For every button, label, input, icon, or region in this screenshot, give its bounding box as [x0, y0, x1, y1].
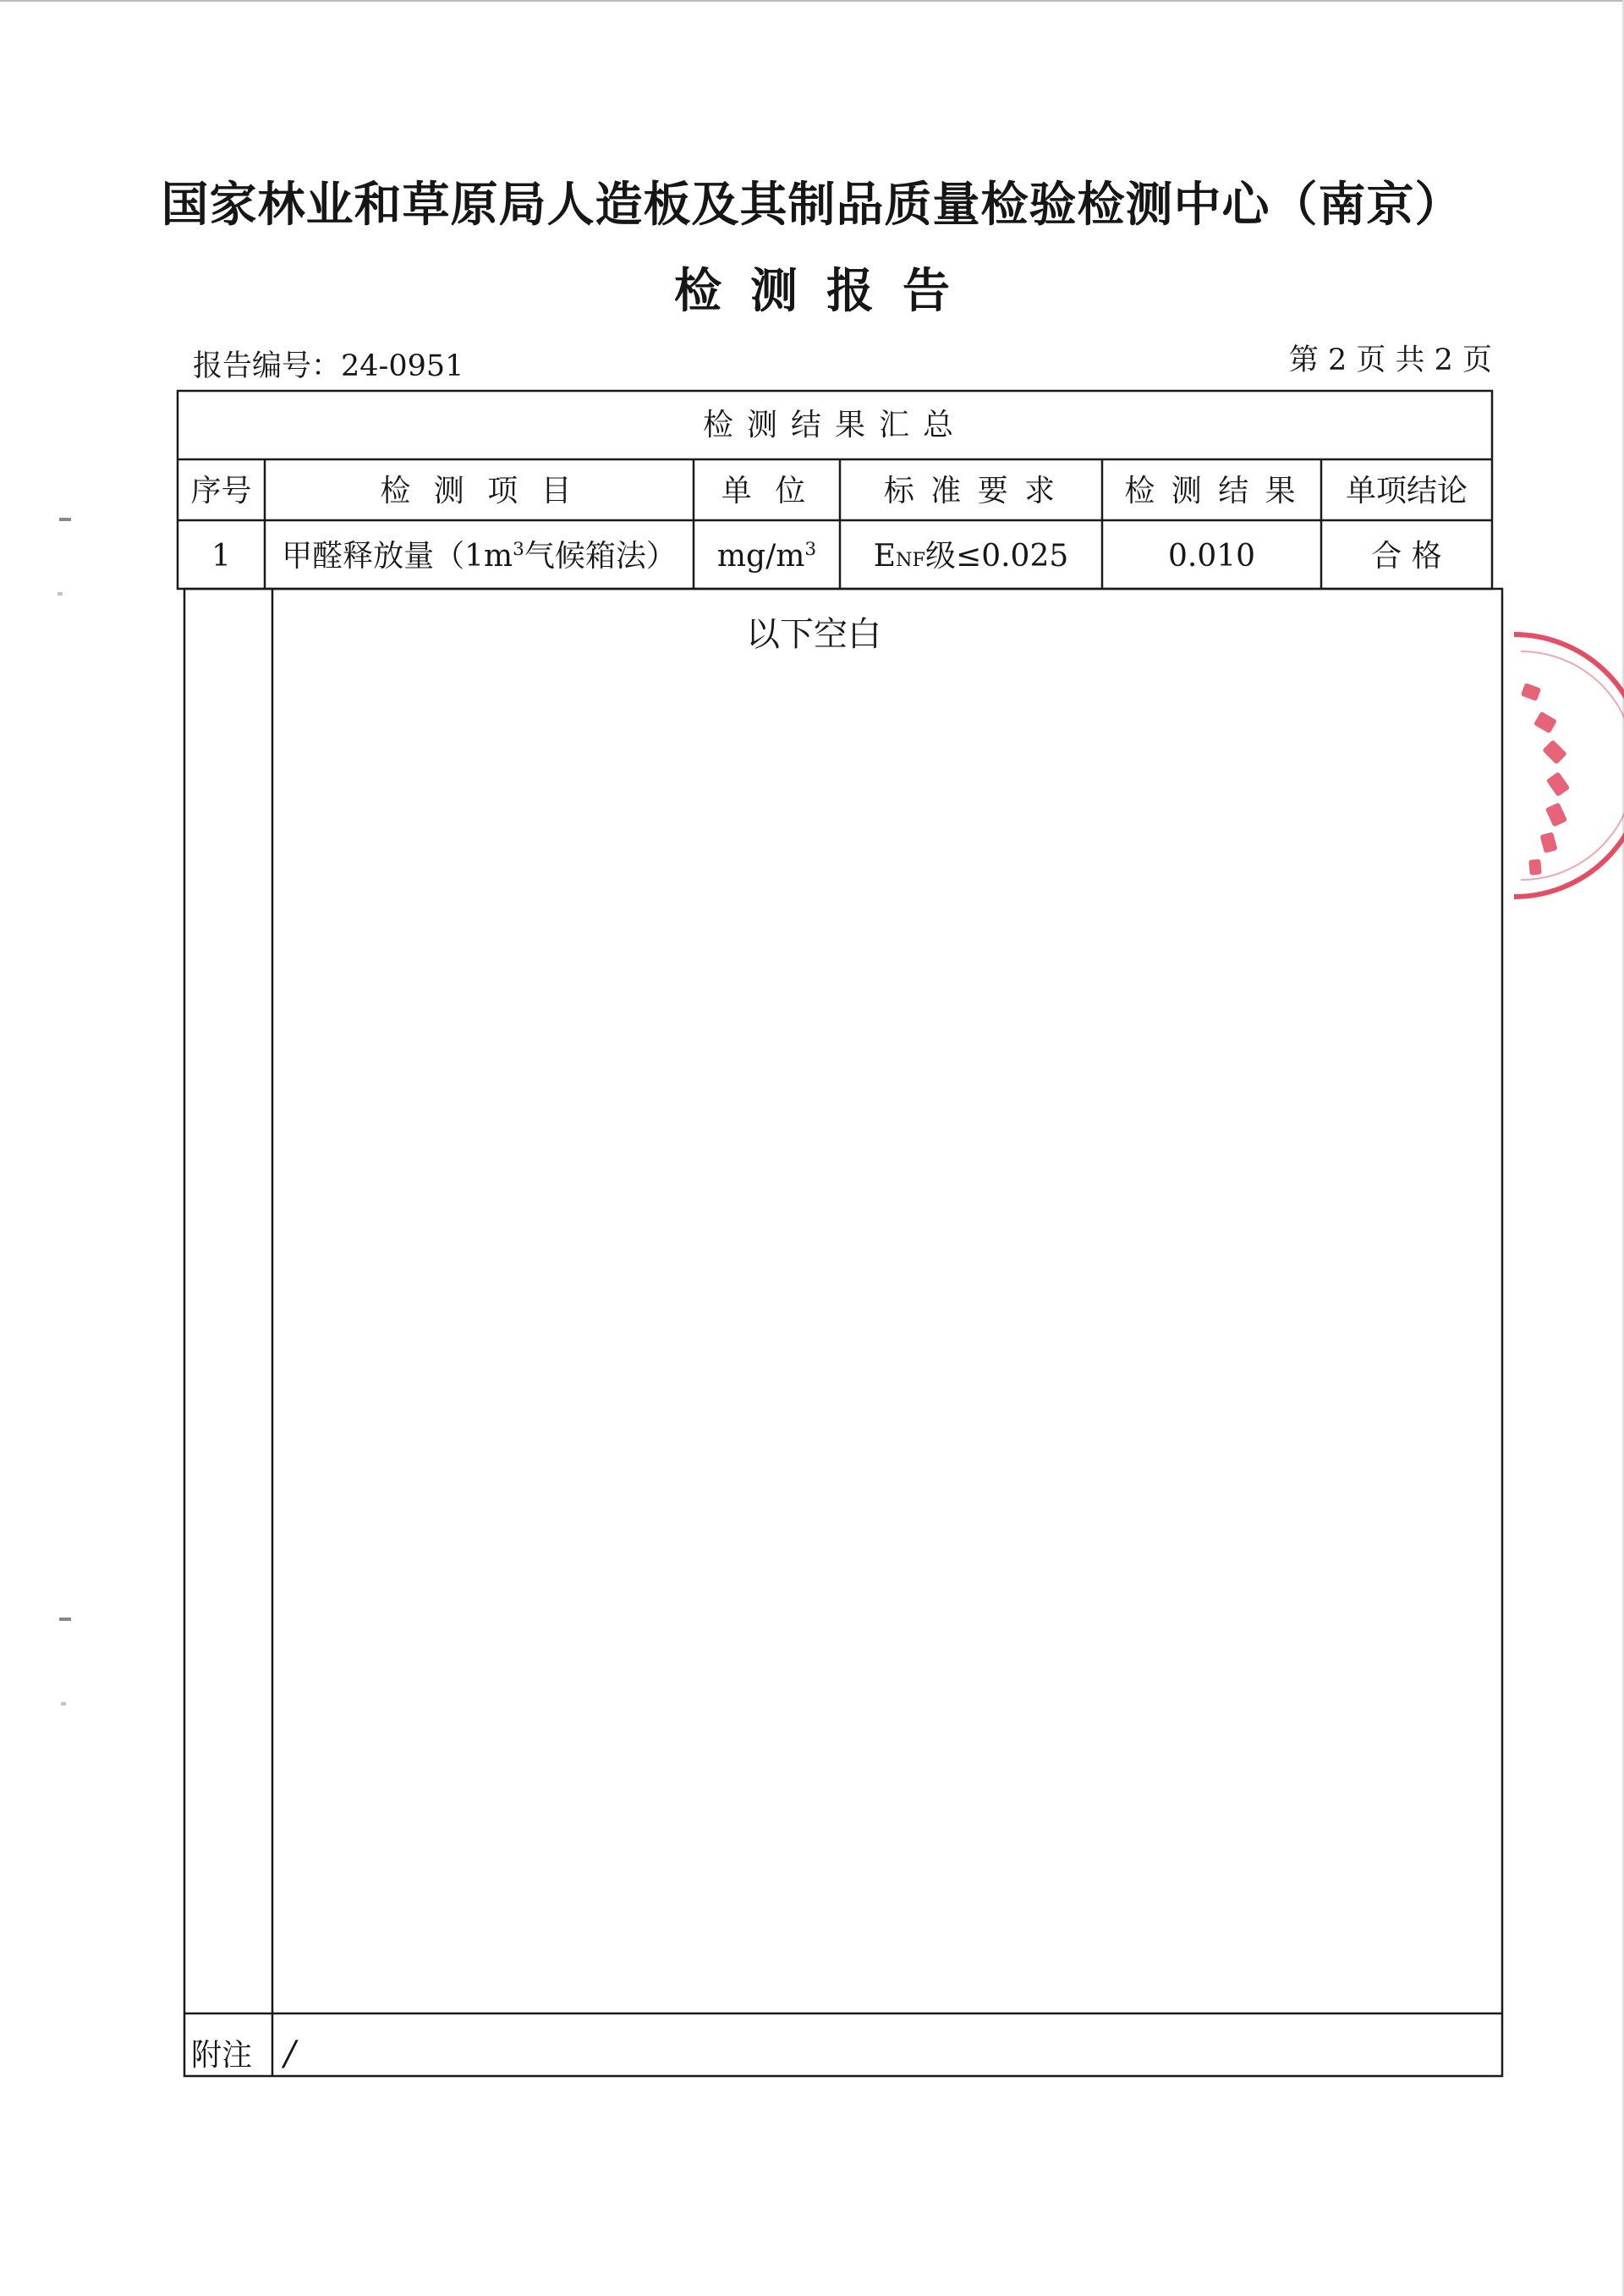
- scan-speck: [58, 592, 63, 596]
- row-item-sup: 3: [513, 539, 524, 560]
- row-index: 1: [211, 539, 231, 574]
- scan-speck: [59, 518, 71, 521]
- col-header-conclusion: 单项结论: [1345, 474, 1468, 508]
- org-title: 国家林业和草原局人造板及其制品质量检验检测中心（南京）: [161, 178, 1463, 233]
- row-conclusion: 合 格: [1371, 539, 1442, 574]
- inspection-seal-icon: [1489, 626, 1624, 914]
- row-standard-sub: NF: [896, 549, 926, 571]
- row-item-prefix: 甲醛释放量（1m: [282, 539, 513, 574]
- col-header-standard: 标 准 要 求: [883, 474, 1059, 508]
- summary-title: 检测结果汇总: [702, 408, 967, 442]
- row-unit-prefix: mg/m: [716, 539, 805, 574]
- col-header-result: 检 测 结 果: [1124, 474, 1299, 508]
- row-standard: [840, 541, 1102, 572]
- scan-speck: [59, 1618, 71, 1621]
- row-unit: [694, 541, 840, 572]
- row-unit-sup: 3: [804, 539, 817, 560]
- row-item: [265, 541, 694, 572]
- row-standard-suffix: 级≤0.025: [925, 539, 1069, 574]
- col-header-item: 检 测 项 目: [380, 474, 579, 508]
- report-number-value: 24-0951: [341, 349, 464, 383]
- lower-table-border: [184, 589, 1502, 2076]
- row-result: 0.010: [1167, 539, 1256, 574]
- report-number-label: 报告编号：: [193, 349, 342, 383]
- report-title: 检测报告: [674, 264, 979, 319]
- col-header-index: 序号: [190, 474, 252, 508]
- row-standard-prefix: E: [873, 539, 897, 574]
- remark-label: 附注: [191, 2038, 253, 2073]
- scan-speck: [61, 1702, 66, 1706]
- page-info: 第 2 页 共 2 页: [1288, 343, 1492, 377]
- row-item-suffix: 气候箱法）: [524, 539, 677, 574]
- col-header-unit: 单 位: [721, 474, 813, 508]
- remark-value: /: [284, 2035, 296, 2074]
- blank-below-note: 以下空白: [746, 615, 881, 654]
